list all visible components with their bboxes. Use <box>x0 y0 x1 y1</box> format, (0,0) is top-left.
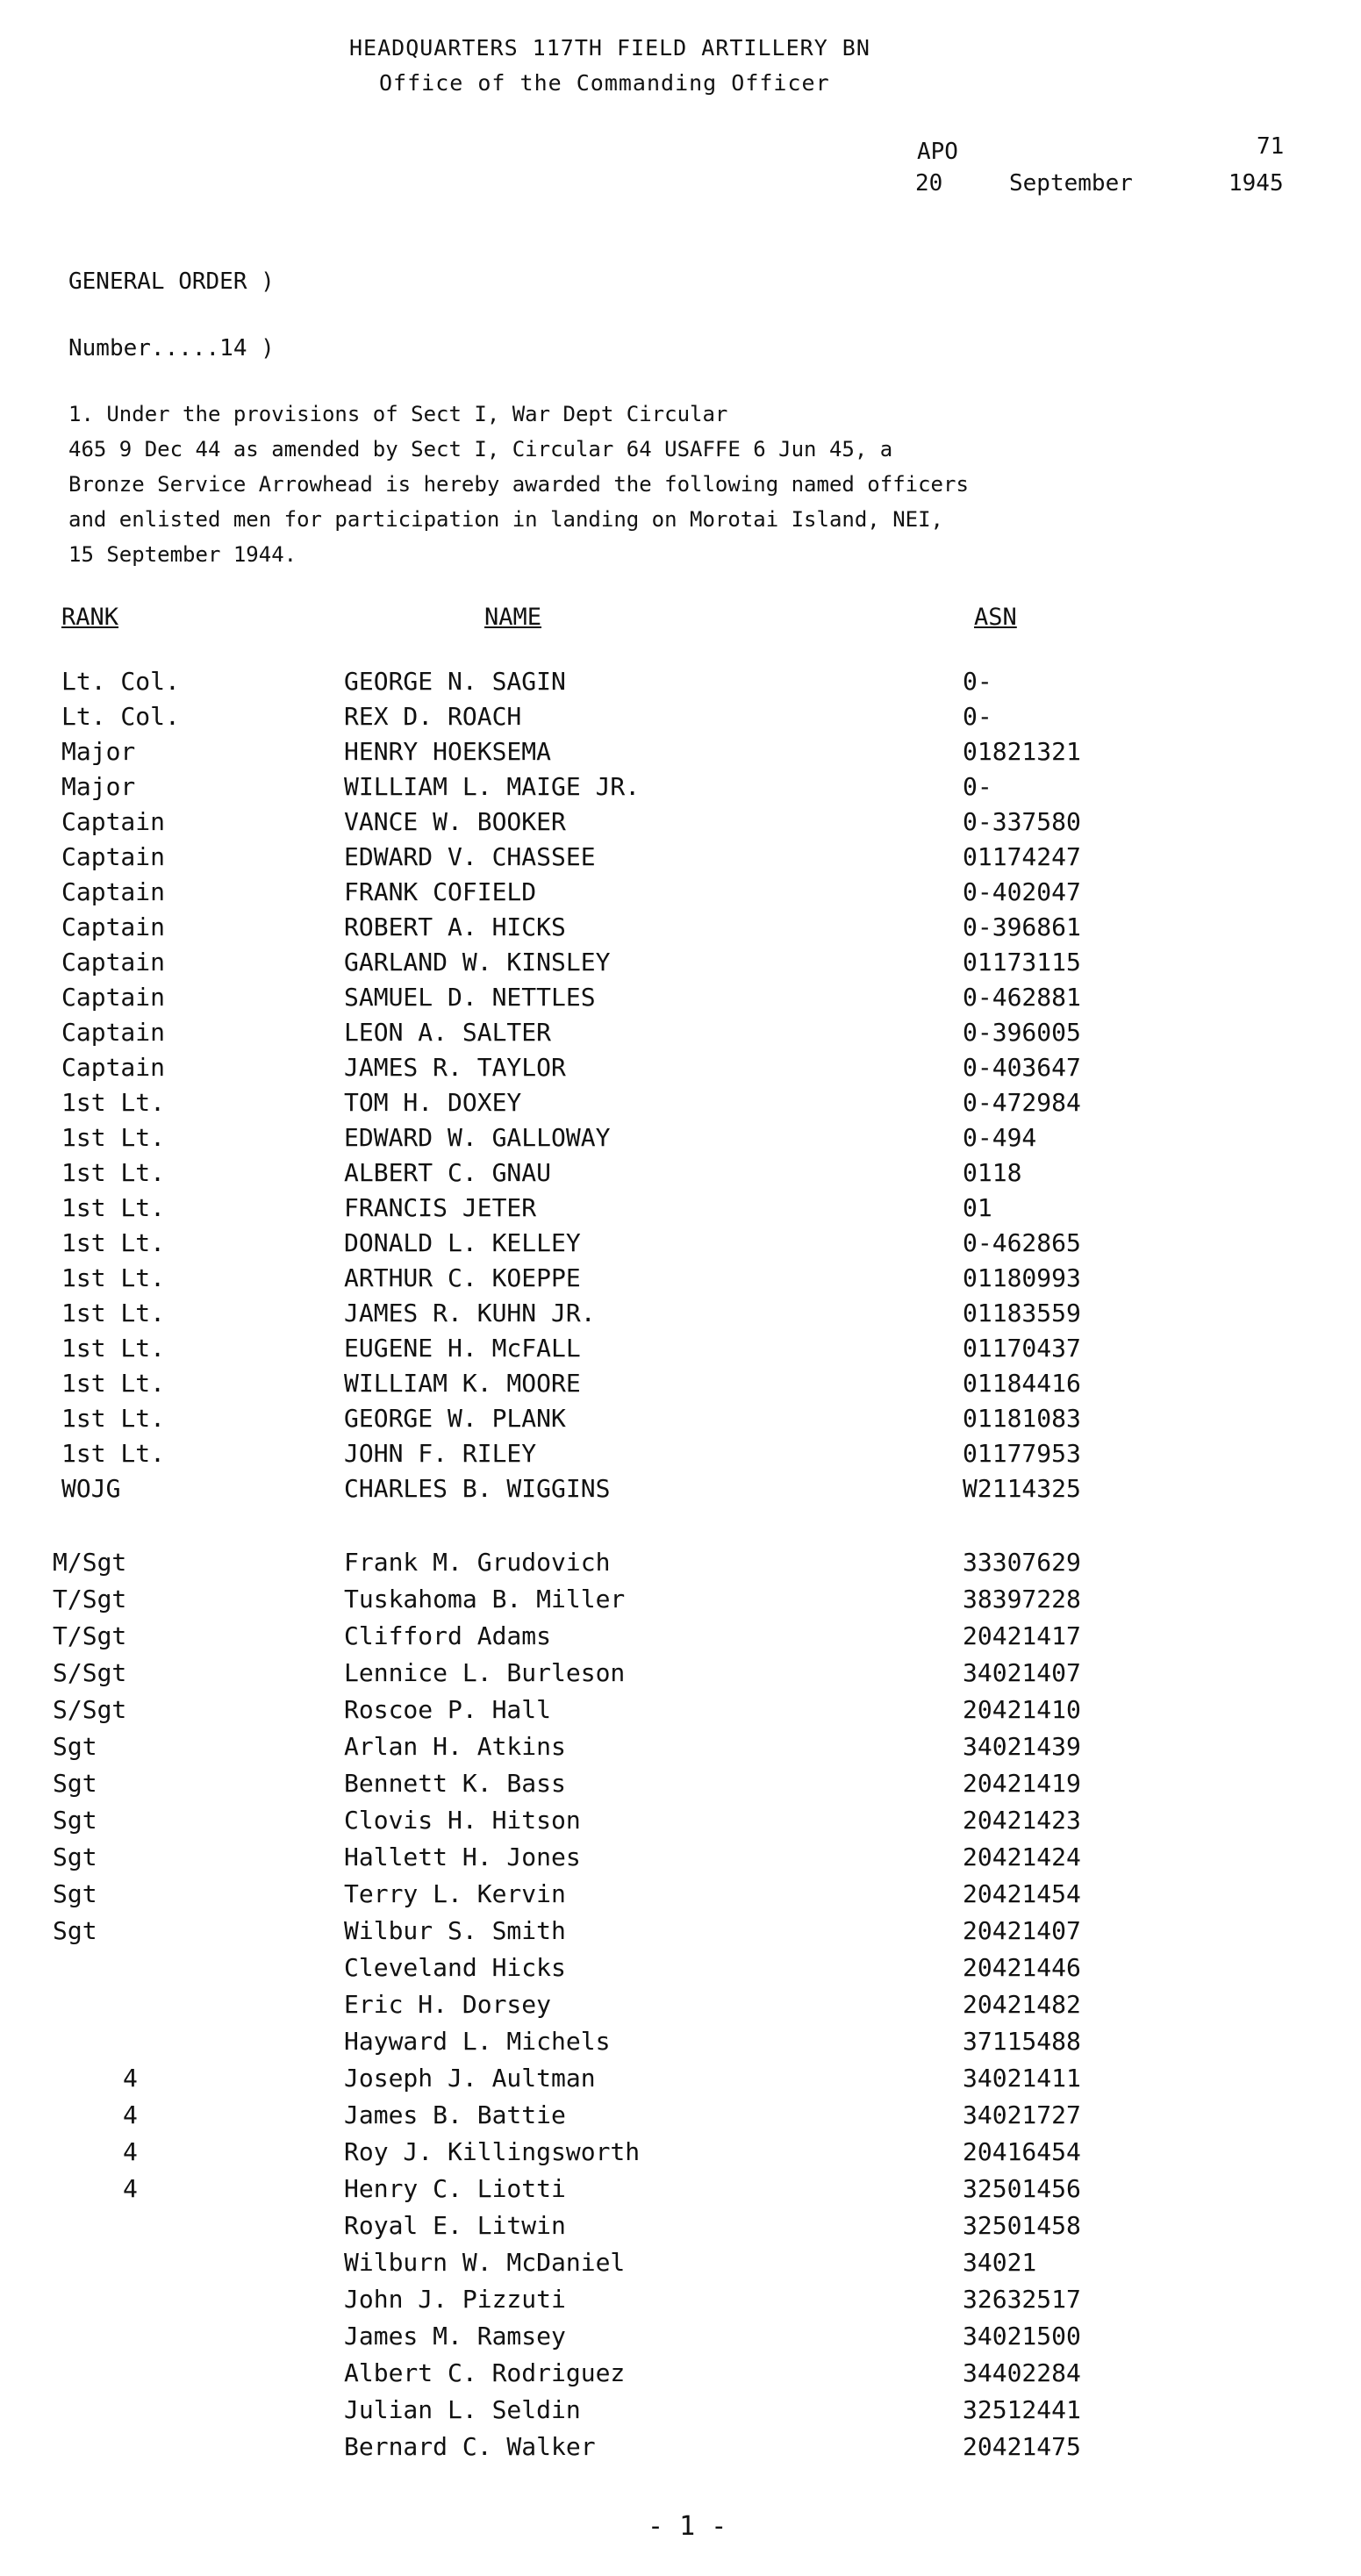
table-row <box>0 1299 1361 1334</box>
rank-cell: Captain <box>61 948 166 977</box>
name-cell: Eric H. Dorsey <box>344 1990 552 2019</box>
rank-cell: 1st Lt. <box>61 1369 166 1398</box>
name-cell: HENRY HOEKSEMA <box>344 737 552 766</box>
rank-cell: 4 <box>123 2174 138 2203</box>
table-row <box>0 1732 1361 1767</box>
asn-cell: 0-396005 <box>963 1018 1081 1047</box>
name-cell: GARLAND W. KINSLEY <box>344 948 611 977</box>
name-cell: Arlan H. Atkins <box>344 1732 566 1761</box>
rank-cell: 4 <box>123 2100 138 2129</box>
name-cell: Lennice L. Burleson <box>344 1658 626 1687</box>
table-row <box>0 1769 1361 1804</box>
table-row <box>0 1263 1361 1299</box>
name-cell: Wilburn W. McDaniel <box>344 2248 626 2277</box>
table-row <box>0 2174 1361 2209</box>
name-cell: Roscoe P. Hall <box>344 1695 552 1724</box>
asn-cell: 01183559 <box>963 1299 1081 1327</box>
rank-cell: 1st Lt. <box>61 1299 166 1327</box>
name-cell: EDWARD W. GALLOWAY <box>344 1123 611 1152</box>
name-cell: ARTHUR C. KOEPPE <box>344 1263 581 1292</box>
page-number: - 1 - <box>648 2511 727 2542</box>
name-cell: Hayward L. Michels <box>344 2027 611 2056</box>
asn-cell: 01181083 <box>963 1404 1081 1433</box>
table-row <box>0 1404 1361 1439</box>
table-row <box>0 948 1361 983</box>
rank-cell: 1st Lt. <box>61 1334 166 1363</box>
rank-cell: 1st Lt. <box>61 1404 166 1433</box>
table-row <box>0 2358 1361 2394</box>
rank-cell: Sgt <box>53 1843 97 1871</box>
rank-cell: Sgt <box>53 1732 97 1761</box>
asn-cell: 33307629 <box>963 1548 1081 1577</box>
table-row <box>0 737 1361 772</box>
name-cell: Clovis H. Hitson <box>344 1806 581 1835</box>
asn-cell: 01821321 <box>963 737 1081 766</box>
table-row <box>0 1843 1361 1878</box>
rank-cell: Sgt <box>53 1879 97 1908</box>
rank-cell: 1st Lt. <box>61 1439 166 1468</box>
table-row <box>0 877 1361 912</box>
column-header-rank: RANK <box>61 604 119 631</box>
table-row <box>0 2137 1361 2172</box>
name-cell: Clifford Adams <box>344 1621 552 1650</box>
table-row <box>0 1018 1361 1053</box>
asn-cell: 01180993 <box>963 1263 1081 1292</box>
asn-cell: 32632517 <box>963 2285 1081 2314</box>
table-row <box>0 983 1361 1018</box>
rank-cell: WOJG <box>61 1474 121 1503</box>
name-cell: Albert C. Rodriguez <box>344 2358 626 2387</box>
table-row <box>0 807 1361 842</box>
asn-cell: 38397228 <box>963 1585 1081 1614</box>
table-row <box>0 1658 1361 1693</box>
asn-cell: 01174247 <box>963 842 1081 871</box>
rank-cell: Lt. Col. <box>61 702 180 731</box>
table-row <box>0 2248 1361 2283</box>
asn-cell: 20421410 <box>963 1695 1081 1724</box>
table-row <box>0 2322 1361 2357</box>
asn-cell: 0-462865 <box>963 1228 1081 1257</box>
asn-cell: 01 <box>963 1193 992 1222</box>
rank-cell: Captain <box>61 807 166 836</box>
rank-cell: Captain <box>61 1018 166 1047</box>
asn-cell: 01184416 <box>963 1369 1081 1398</box>
name-cell: Joseph J. Aultman <box>344 2064 596 2093</box>
table-row <box>0 1158 1361 1193</box>
asn-cell: 34021439 <box>963 1732 1081 1761</box>
date-year: 1945 <box>1228 170 1284 197</box>
table-row <box>0 772 1361 807</box>
name-cell: SAMUEL D. NETTLES <box>344 983 596 1012</box>
asn-cell: 32501456 <box>963 2174 1081 2203</box>
asn-cell: 0- <box>963 667 992 696</box>
unit-heading: HEADQUARTERS 117TH FIELD ARTILLERY BN <box>349 35 870 61</box>
apo-number: 71 <box>1257 133 1285 160</box>
table-row <box>0 1990 1361 2025</box>
rank-cell: Captain <box>61 842 166 871</box>
name-cell: LEON A. SALTER <box>344 1018 552 1047</box>
asn-cell: 20416454 <box>963 2137 1081 2166</box>
name-cell: ALBERT C. GNAU <box>344 1158 552 1187</box>
name-cell: JAMES R. KUHN JR. <box>344 1299 596 1327</box>
name-cell: ROBERT A. HICKS <box>344 912 566 941</box>
rank-cell: T/Sgt <box>53 1585 127 1614</box>
table-row <box>0 1334 1361 1369</box>
name-cell: GEORGE N. SAGIN <box>344 667 566 696</box>
rank-cell: Sgt <box>53 1916 97 1945</box>
name-cell: Henry C. Liotti <box>344 2174 566 2203</box>
table-row <box>0 1953 1361 1988</box>
asn-cell: 0-396861 <box>963 912 1081 941</box>
table-row <box>0 1088 1361 1123</box>
asn-cell: 0-494 <box>963 1123 1037 1152</box>
table-row <box>0 912 1361 948</box>
name-cell: EDWARD V. CHASSEE <box>344 842 596 871</box>
asn-cell: 20421417 <box>963 1621 1081 1650</box>
name-cell: Bennett K. Bass <box>344 1769 566 1798</box>
table-row <box>0 1123 1361 1158</box>
general-order-title: GENERAL ORDER ) <box>68 268 275 295</box>
name-cell: DONALD L. KELLEY <box>344 1228 581 1257</box>
table-row <box>0 1193 1361 1228</box>
asn-cell: W2114325 <box>963 1474 1081 1503</box>
asn-cell: 34021500 <box>963 2322 1081 2351</box>
name-cell: Hallett H. Jones <box>344 1843 581 1871</box>
date-month: September <box>1009 170 1133 197</box>
name-cell: Julian L. Seldin <box>344 2395 581 2424</box>
asn-cell: 20421454 <box>963 1879 1081 1908</box>
rank-cell: 1st Lt. <box>61 1263 166 1292</box>
asn-cell: 34021 <box>963 2248 1037 2277</box>
rank-cell: Major <box>61 772 136 801</box>
asn-cell: 01173115 <box>963 948 1081 977</box>
table-row <box>0 1548 1361 1583</box>
rank-cell: 1st Lt. <box>61 1088 166 1117</box>
asn-cell: 0- <box>963 772 992 801</box>
asn-cell: 34021411 <box>963 2064 1081 2093</box>
name-cell: Tuskahoma B. Miller <box>344 1585 626 1614</box>
name-cell: JAMES R. TAYLOR <box>344 1053 566 1082</box>
rank-cell: Captain <box>61 1053 166 1082</box>
asn-cell: 32501458 <box>963 2211 1081 2240</box>
name-cell: Royal E. Litwin <box>344 2211 566 2240</box>
table-row <box>0 2100 1361 2136</box>
name-cell: Roy J. Killingsworth <box>344 2137 641 2166</box>
asn-cell: 34402284 <box>963 2358 1081 2387</box>
name-cell: WILLIAM K. MOORE <box>344 1369 581 1398</box>
rank-cell: S/Sgt <box>53 1658 127 1687</box>
name-cell: Bernard C. Walker <box>344 2432 596 2461</box>
name-cell: FRANCIS JETER <box>344 1193 537 1222</box>
asn-cell: 34021407 <box>963 1658 1081 1687</box>
name-cell: EUGENE H. McFALL <box>344 1334 581 1363</box>
column-header-name: NAME <box>484 604 542 631</box>
rank-cell: Sgt <box>53 1769 97 1798</box>
table-row <box>0 2285 1361 2320</box>
name-cell: FRANK COFIELD <box>344 877 537 906</box>
table-row <box>0 1439 1361 1474</box>
name-cell: GEORGE W. PLANK <box>344 1404 566 1433</box>
apo-label: APO <box>917 139 958 165</box>
table-row <box>0 1474 1361 1509</box>
asn-cell: 0-403647 <box>963 1053 1081 1082</box>
table-row <box>0 2432 1361 2467</box>
asn-cell: 0118 <box>963 1158 1022 1187</box>
asn-cell: 20421419 <box>963 1769 1081 1798</box>
asn-cell: 0- <box>963 702 992 731</box>
office-heading: Office of the Commanding Officer <box>379 70 830 96</box>
asn-cell: 34021727 <box>963 2100 1081 2129</box>
table-row <box>0 1695 1361 1730</box>
asn-cell: 37115488 <box>963 2027 1081 2056</box>
table-row <box>0 1621 1361 1657</box>
order-paragraph: 1. Under the provisions of Sect I, War Dept Circular 465 9 Dec 44 as amended by Sect I, Circular 64 USAFFE 6 Jun 45, a Bronze Service Arrowhead is hereby awarded the following named officers and enlisted men for participation in landing on Morotai Island, NEI, 15 September 1944. <box>68 402 969 567</box>
rank-cell: 1st Lt. <box>61 1123 166 1152</box>
rank-cell: Major <box>61 737 136 766</box>
rank-cell: M/Sgt <box>53 1548 127 1577</box>
name-cell: Wilbur S. Smith <box>344 1916 566 1945</box>
name-cell: Terry L. Kervin <box>344 1879 566 1908</box>
table-row <box>0 2211 1361 2246</box>
rank-cell: Captain <box>61 877 166 906</box>
table-row <box>0 1879 1361 1914</box>
column-header-asn: ASN <box>974 604 1017 631</box>
rank-cell: 1st Lt. <box>61 1228 166 1257</box>
name-cell: WILLIAM L. MAIGE JR. <box>344 772 641 801</box>
asn-cell: 20421407 <box>963 1916 1081 1945</box>
order-number: Number.....14 ) <box>68 335 275 361</box>
name-cell: CHARLES B. WIGGINS <box>344 1474 611 1503</box>
asn-cell: 20421423 <box>963 1806 1081 1835</box>
rank-cell: 4 <box>123 2137 138 2166</box>
name-cell: Frank M. Grudovich <box>344 1548 611 1577</box>
name-cell: JOHN F. RILEY <box>344 1439 537 1468</box>
table-row <box>0 1806 1361 1841</box>
asn-cell: 20421446 <box>963 1953 1081 1982</box>
name-cell: VANCE W. BOOKER <box>344 807 566 836</box>
asn-cell: 32512441 <box>963 2395 1081 2424</box>
name-cell: REX D. ROACH <box>344 702 522 731</box>
rank-cell: Lt. Col. <box>61 667 180 696</box>
rank-cell: Sgt <box>53 1806 97 1835</box>
table-row <box>0 1053 1361 1088</box>
asn-cell: 0-472984 <box>963 1088 1081 1117</box>
rank-cell: 4 <box>123 2064 138 2093</box>
asn-cell: 20421424 <box>963 1843 1081 1871</box>
asn-cell: 20421475 <box>963 2432 1081 2461</box>
date-day: 20 <box>915 170 943 197</box>
table-row <box>0 702 1361 737</box>
asn-cell: 01177953 <box>963 1439 1081 1468</box>
table-row <box>0 1585 1361 1620</box>
asn-cell: 0-462881 <box>963 983 1081 1012</box>
name-cell: James B. Battie <box>344 2100 566 2129</box>
asn-cell: 01170437 <box>963 1334 1081 1363</box>
table-row <box>0 1916 1361 1951</box>
asn-cell: 20421482 <box>963 1990 1081 2019</box>
table-row <box>0 2395 1361 2430</box>
table-row <box>0 2027 1361 2062</box>
name-cell: James M. Ramsey <box>344 2322 566 2351</box>
rank-cell: S/Sgt <box>53 1695 127 1724</box>
rank-cell: 1st Lt. <box>61 1158 166 1187</box>
table-row <box>0 1228 1361 1263</box>
name-cell: Cleveland Hicks <box>344 1953 566 1982</box>
name-cell: John J. Pizzuti <box>344 2285 566 2314</box>
rank-cell: 1st Lt. <box>61 1193 166 1222</box>
table-row <box>0 667 1361 702</box>
rank-cell: Captain <box>61 983 166 1012</box>
rank-cell: Captain <box>61 912 166 941</box>
table-row <box>0 842 1361 877</box>
table-row <box>0 1369 1361 1404</box>
table-row <box>0 2064 1361 2099</box>
rank-cell: T/Sgt <box>53 1621 127 1650</box>
asn-cell: 0-402047 <box>963 877 1081 906</box>
asn-cell: 0-337580 <box>963 807 1081 836</box>
name-cell: TOM H. DOXEY <box>344 1088 522 1117</box>
